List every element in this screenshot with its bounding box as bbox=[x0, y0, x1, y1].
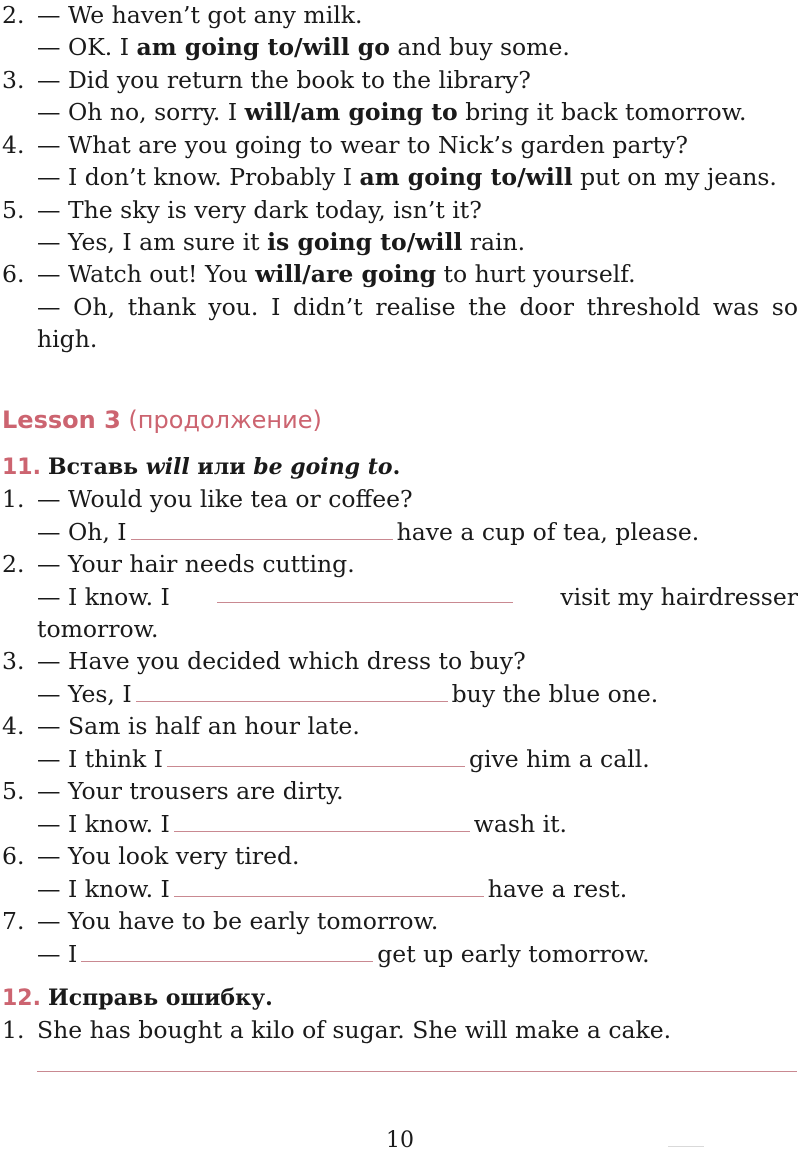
task-number: 11. bbox=[2, 455, 41, 480]
answer-text: — I don’t know. Probably I bbox=[37, 163, 360, 191]
question-text: — Would you like tea or coffee? bbox=[37, 485, 413, 513]
question-text: — What are you going to wear to Nick’s garden party? bbox=[37, 131, 688, 159]
item-number: 2. bbox=[2, 1, 25, 29]
answer-text: have a cup of tea, please. bbox=[396, 518, 700, 546]
answer-text: high. bbox=[37, 325, 98, 353]
answer-word: you. bbox=[208, 293, 259, 321]
answer-choice: will/am going to bbox=[244, 98, 458, 126]
instruction-text: . bbox=[392, 454, 401, 480]
answer-word: realise bbox=[375, 293, 456, 321]
answer-text: rain. bbox=[462, 228, 526, 256]
lesson-subtitle: (продолжение) bbox=[128, 406, 322, 434]
answer-text: — Oh, I bbox=[37, 518, 127, 546]
question-text: — You look very tired. bbox=[37, 842, 300, 870]
answer-text: tomorrow. bbox=[37, 615, 159, 643]
question-text: to hurt yourself. bbox=[436, 260, 636, 288]
item-number: 5. bbox=[2, 777, 25, 805]
question-text: — You have to be early tomorrow. bbox=[37, 907, 439, 935]
answer-word: I bbox=[271, 293, 281, 321]
answer-word: Oh, bbox=[73, 293, 116, 321]
item-number: 6. bbox=[2, 260, 25, 288]
fill-in-blank[interactable] bbox=[167, 746, 465, 767]
item-number: 3. bbox=[2, 66, 25, 94]
footer-mark bbox=[668, 1146, 704, 1147]
answer-text: — I know. I bbox=[37, 875, 170, 903]
answer-choice: am going to/will go bbox=[136, 33, 390, 61]
answer-choice: will/are going bbox=[255, 260, 437, 288]
instruction-keyword: be going to bbox=[253, 454, 393, 480]
answer-choice: am going to/will bbox=[359, 163, 573, 191]
answer-word: door bbox=[519, 293, 574, 321]
answer-word: the bbox=[468, 293, 507, 321]
task-11-instruction bbox=[2, 452, 400, 483]
answer-text: visit my hairdresser bbox=[560, 583, 798, 611]
answer-text: — Yes, I bbox=[37, 680, 132, 708]
item-number: 2. bbox=[2, 550, 25, 578]
answer-word: was bbox=[712, 293, 760, 321]
item-number: 6. bbox=[2, 842, 25, 870]
answer-text: bring it back tomorrow. bbox=[457, 98, 747, 126]
instruction-text: или bbox=[189, 454, 254, 480]
answer-text: put on my jeans. bbox=[572, 163, 777, 191]
answer-text: — Yes, I am sure it bbox=[37, 228, 268, 256]
answer-text: — I bbox=[37, 940, 78, 968]
page-number: 10 bbox=[386, 1128, 414, 1153]
answer-text: buy the blue one. bbox=[451, 680, 659, 708]
item-number: 1. bbox=[2, 1016, 25, 1044]
answer-write-line[interactable] bbox=[37, 1071, 797, 1072]
item-number: 4. bbox=[2, 131, 25, 159]
instruction-text: Вставь bbox=[47, 454, 146, 480]
answer-text: — Oh no, sorry. I bbox=[37, 98, 245, 126]
answer-word: threshold bbox=[586, 293, 701, 321]
answer-text: have a rest. bbox=[487, 875, 628, 903]
item-number: 3. bbox=[2, 647, 25, 675]
answer-word: so bbox=[771, 293, 798, 321]
sentence-text: She has bought a kilo of sugar. She will make a cake. bbox=[37, 1016, 672, 1044]
question-text: — Watch out! You bbox=[37, 260, 256, 288]
answer-text: and buy some. bbox=[389, 33, 570, 61]
answer-text: — I know. I bbox=[37, 583, 170, 611]
question-text: — Your hair needs cutting. bbox=[37, 550, 355, 578]
answer-word: didn’t bbox=[293, 293, 363, 321]
item-number: 5. bbox=[2, 196, 25, 224]
question-text: — Did you return the book to the library? bbox=[37, 66, 531, 94]
question-text: — Have you decided which dress to buy? bbox=[37, 647, 526, 675]
question-text: — The sky is very dark today, isn’t it? bbox=[37, 196, 482, 224]
answer-word: — bbox=[37, 293, 61, 321]
question-text: — Sam is half an hour late. bbox=[37, 712, 360, 740]
fill-in-blank[interactable] bbox=[174, 811, 470, 832]
fill-in-blank[interactable] bbox=[136, 681, 448, 702]
fill-in-blank[interactable] bbox=[174, 876, 484, 897]
task-12-instruction bbox=[2, 983, 273, 1014]
item-number: 1. bbox=[2, 485, 25, 513]
question-text: — We haven’t got any milk. bbox=[37, 1, 363, 29]
fill-in-blank[interactable] bbox=[81, 941, 373, 962]
item-number: 7. bbox=[2, 907, 25, 935]
fill-in-blank[interactable] bbox=[217, 582, 513, 603]
task-number: 12. bbox=[2, 986, 41, 1011]
answer-text: — OK. I bbox=[37, 33, 137, 61]
answer-text: give him a call. bbox=[468, 745, 650, 773]
answer-word: thank bbox=[127, 293, 196, 321]
instruction-text: Исправь ошибку. bbox=[47, 985, 273, 1011]
question-text: — Your trousers are dirty. bbox=[37, 777, 344, 805]
lesson-heading bbox=[2, 404, 322, 436]
fill-in-blank[interactable] bbox=[131, 519, 393, 540]
justified-answer-line bbox=[37, 292, 798, 322]
answer-text: get up early tomorrow. bbox=[377, 940, 650, 968]
item-number: 4. bbox=[2, 712, 25, 740]
answer-text: wash it. bbox=[473, 810, 568, 838]
answer-text: — I know. I bbox=[37, 810, 170, 838]
answer-choice: is going to/will bbox=[267, 228, 463, 256]
instruction-keyword: will bbox=[145, 454, 190, 480]
lesson-title: Lesson 3 bbox=[2, 406, 121, 434]
answer-text: — I think I bbox=[37, 745, 163, 773]
